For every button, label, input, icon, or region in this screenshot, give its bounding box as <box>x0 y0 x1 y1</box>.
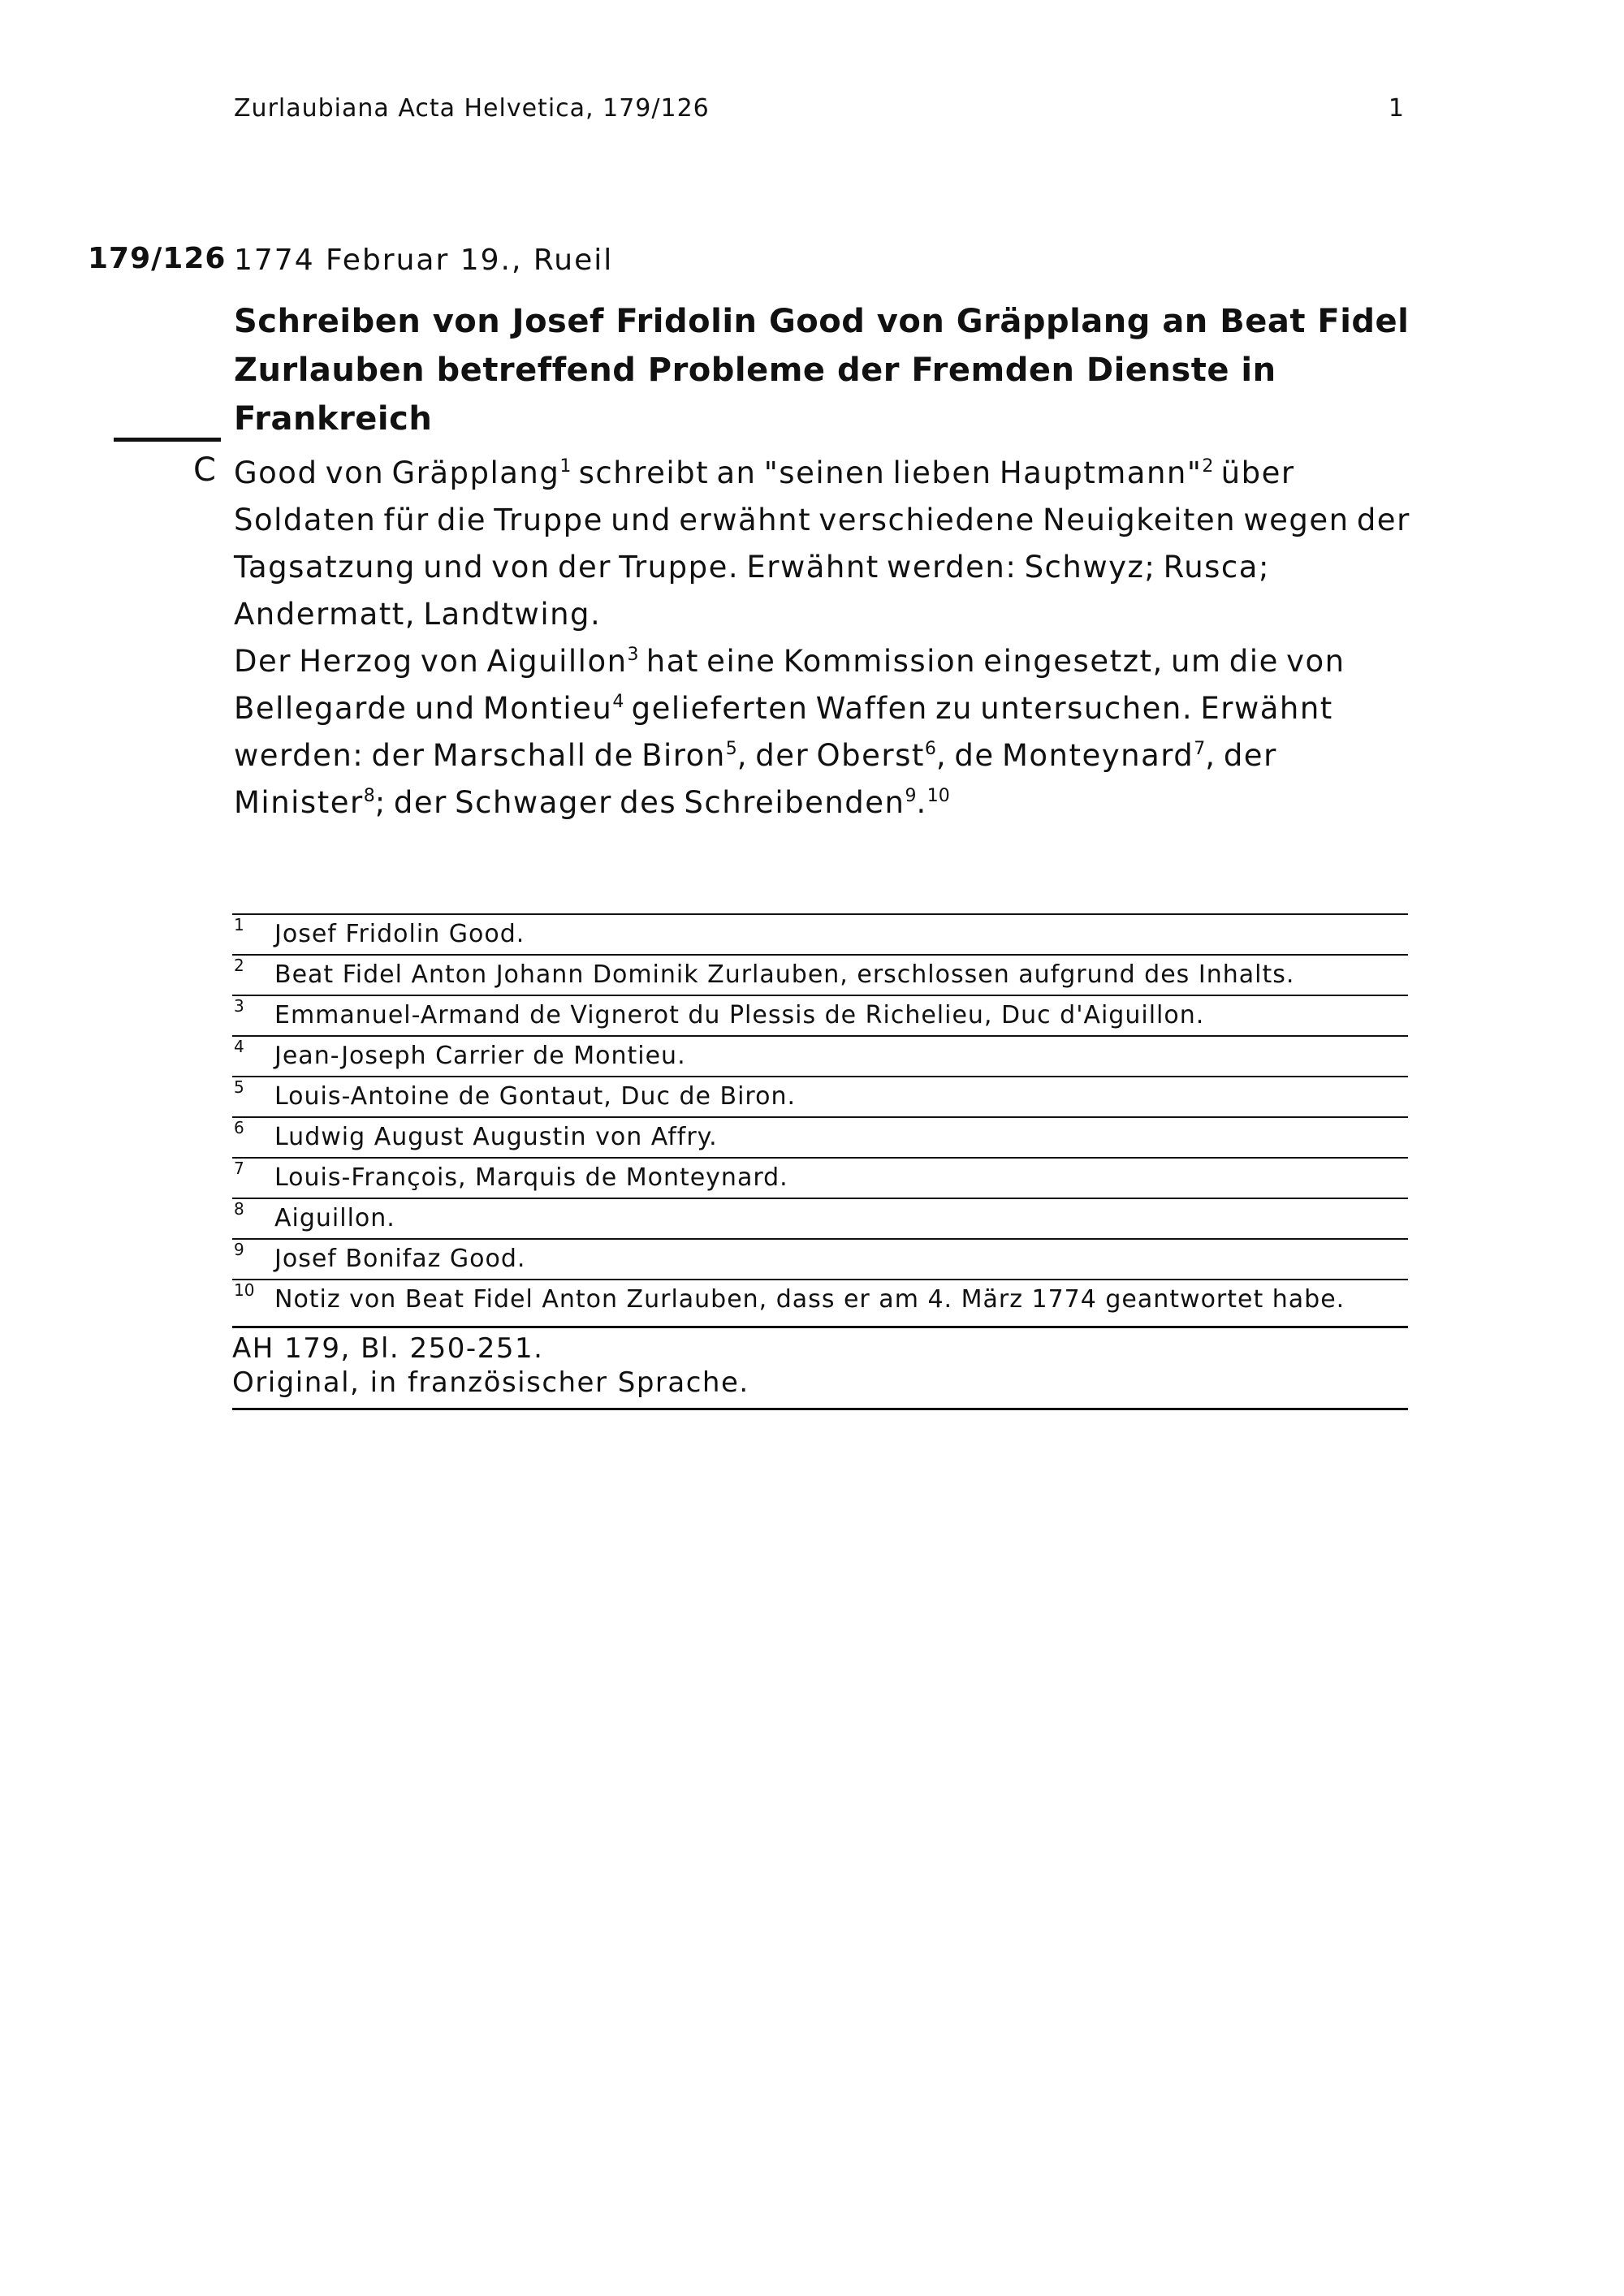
margin-rule <box>114 438 221 442</box>
running-head <box>234 94 1405 123</box>
footnote-text: Aiguillon. <box>274 1204 395 1232</box>
entry-title-line-1: Schreiben von Josef Fridolin Good von Gräpplang an Beat Fidel <box>234 303 1410 340</box>
entry-date-place: 1774 Februar 19., Rueil <box>234 244 614 277</box>
footnote-text: Josef Fridolin Good. <box>274 920 525 948</box>
footnote <box>232 996 1408 1037</box>
summary-text: , der Minister <box>234 738 1277 820</box>
footnote <box>232 1240 1408 1280</box>
footnote-ref: 10 <box>926 786 950 806</box>
footnote-ref: 5 <box>725 739 737 759</box>
footnote-number: 4 <box>234 1037 244 1056</box>
summary-text: gelieferten Waffen zu untersuchen. Erwähnt werden: der Marschall de Biron <box>234 691 1333 773</box>
footnote-ref: 9 <box>905 786 917 806</box>
summary-text: über Soldaten für die Truppe und erwähnt verschiedene Neuigkeiten wegen der Tagsatzung und von der Truppe. Erwähnt werden: Schwyz; Rusca; Andermatt, Landtwing. <box>234 455 1410 632</box>
footnote-text: Emmanuel-Armand de Vignerot du Plessis de Richelieu, Duc d'Aiguillon. <box>274 1001 1205 1029</box>
footnote-ref: 3 <box>627 645 639 665</box>
footnote-ref: 2 <box>1202 456 1214 477</box>
footnote-number: 10 <box>234 1280 255 1300</box>
footnote-text: Louis-François, Marquis de Monteynard. <box>274 1163 788 1192</box>
summary-text: Good von Gräpplang <box>234 455 560 490</box>
footnote <box>232 1037 1408 1077</box>
footnote-ref: 7 <box>1194 739 1206 759</box>
footnote-number: 2 <box>234 956 244 975</box>
footnote-text: Josef Bonifaz Good. <box>274 1245 526 1273</box>
footnote-text: Notiz von Beat Fidel Anton Zurlauben, dass er am 4. März 1774 geantwortet habe. <box>274 1285 1345 1314</box>
footnote-ref: 1 <box>559 456 572 477</box>
footnote-text: Louis-Antoine de Gontaut, Duc de Biron. <box>274 1082 797 1111</box>
footnote-number: 3 <box>234 996 244 1016</box>
summary-text: , de Monteynard <box>935 738 1194 773</box>
source-info <box>232 1331 1408 1410</box>
entry-number: 179/126 <box>88 242 227 275</box>
summary-text: schreibt an "seinen lieben Hauptmann" <box>571 455 1203 490</box>
footnote-number: 1 <box>234 915 244 934</box>
footnote-text: Beat Fidel Anton Johann Dominik Zurlauben, erschlossen aufgrund des Inhalts. <box>274 960 1295 989</box>
footnotes <box>232 913 1408 1328</box>
entry-title-line-2: Zurlauben betreffend Probleme der Fremden Dienste in Frankreich <box>234 352 1276 438</box>
footnote-number: 9 <box>234 1240 244 1259</box>
footnote <box>232 956 1408 996</box>
footnote-number: 6 <box>234 1118 244 1137</box>
source-signature: AH 179, Bl. 250-251. <box>232 1332 544 1365</box>
footnote-ref: 4 <box>612 692 624 712</box>
footnote-number: 5 <box>234 1077 244 1097</box>
summary-paragraph <box>234 450 1419 826</box>
footnote <box>232 1118 1408 1159</box>
footnote-text: Jean-Joseph Carrier de Montieu. <box>274 1042 686 1070</box>
summary-text: Der Herzog von Aiguillon <box>234 644 628 679</box>
running-head-title: Zurlaubiana Acta Helvetica, 179/126 <box>234 94 710 123</box>
footnote-number: 8 <box>234 1199 244 1219</box>
footnote <box>232 915 1408 956</box>
footnote <box>232 1280 1408 1328</box>
entry-title <box>234 297 1452 443</box>
summary-text: ; der Schwager des Schreibenden <box>374 785 905 820</box>
footnote <box>232 1159 1408 1199</box>
page-number: 1 <box>1388 94 1405 123</box>
footnote <box>232 1199 1408 1240</box>
footnote <box>232 1077 1408 1118</box>
summary-text: hat eine Kommission eingesetzt, um die von Bellegarde und Montieu <box>234 644 1345 726</box>
footnote-text: Ludwig August Augustin von Affry. <box>274 1123 718 1151</box>
footnote-ref: 8 <box>363 786 375 806</box>
margin-letter: C <box>193 451 216 489</box>
source-description: Original, in französischer Sprache. <box>232 1366 749 1399</box>
footnote-number: 7 <box>234 1159 244 1178</box>
footnote-ref: 6 <box>924 739 936 759</box>
summary-text: , der Oberst <box>736 738 925 773</box>
summary-text: . <box>916 785 927 820</box>
